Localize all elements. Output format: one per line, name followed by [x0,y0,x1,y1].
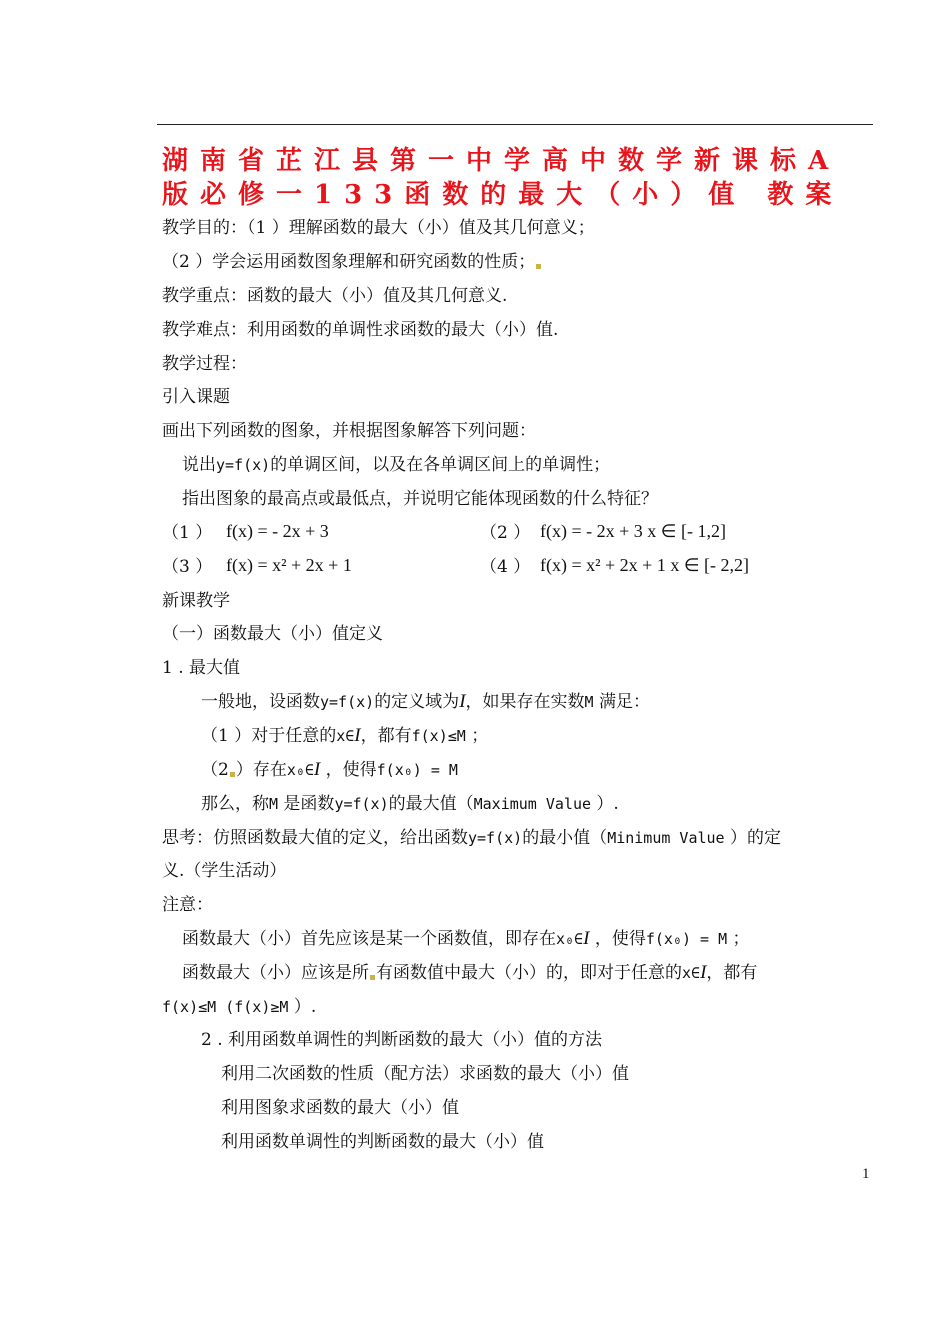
note-1 [182,928,750,950]
formula-1-label: （1 ） [162,523,213,543]
con-g: ）. [591,794,619,814]
key-points: 教学重点：函数的最大（小）值及其几何意义. [162,286,508,306]
method-3: 利用函数单调性的判断函数的最大（小）值 [221,1132,544,1152]
c2-c: x₀∈ [286,761,314,779]
n2-a: 函数最大（小）应该是所 [182,963,369,983]
intro-topic: 引入课题 [162,387,230,407]
thinking-line [162,827,781,849]
n2-c: x∈ [682,964,701,982]
draw-functions: 画出下列函数的图象，并根据图象解答下列问题： [162,421,536,441]
c1-d: ，都有 [360,726,412,746]
con-a: 那么，称 [201,794,269,814]
yellow-mark-icon [230,772,235,777]
conclusion-line [201,793,619,815]
formula-3: f(x) = x² + 2x + 1 [226,555,352,575]
yellow-mark-icon [370,975,375,980]
def-func: y=f(x) [320,693,375,711]
c1-e: f(x)≤M [411,727,466,745]
c2-b: ）存在 [235,760,287,780]
con-max: Maximum Value [473,795,592,813]
q1-c: 的单调区间，以及在各单调区间上的单调性； [270,455,611,475]
new-lesson: 新课教学 [162,591,230,611]
doc-title-line-1: 湖南省芷江县第一中学高中数学新课标A [162,146,841,176]
question-1 [182,454,610,476]
con-e: 的最大值（ [388,794,474,814]
method-heading: 2 . 利用函数单调性的判断函数的最大（小）值的方法 [201,1030,603,1050]
formula-2: f(x) = - 2x + 3 x ∈ [- 1,2] [540,521,726,541]
notes-heading: 注意： [162,895,213,915]
con-func: y=f(x) [334,795,389,813]
think-c: 的最小值（ [522,828,608,848]
question-2: 指出图象的最高点或最低点，并说明它能体现函数的什么特征？ [182,489,658,509]
con-c: 是函数 [278,794,335,814]
teaching-process: 教学过程： [162,354,247,374]
condition-1 [201,725,488,747]
def-c: 的定义域为 [374,692,460,712]
yellow-mark-icon [536,264,541,269]
thinking-line-2: 义.（学生活动） [162,861,287,881]
def-a: 一般地，设函数 [201,692,320,712]
n2-domain: I [700,962,707,983]
n1-d: ，使得 [589,929,646,949]
c1-domain: I [354,725,361,746]
condition-2 [201,759,458,781]
formula-4-label: （4 ） [480,557,531,577]
formula-3-label: （3 ） [162,557,213,577]
c2-a: （2 [201,760,229,780]
n1-domain: I [583,928,590,949]
definition-line [201,691,650,713]
method-2: 利用图象求函数的最大（小）值 [221,1098,459,1118]
formula-4: f(x) = x² + 2x + 1 x ∈ [- 2,2] [540,555,749,575]
doc-title-line-2: 版必修一133函数的最大（小）值 教案 [162,180,844,210]
formula-1: f(x) = - 2x + 3 [226,521,329,541]
def-domain: I [459,691,466,712]
c2-e: ，使得 [320,760,377,780]
con-m: M [269,795,279,813]
think-func: y=f(x) [468,829,523,847]
n2-ineq: f(x)≤M (f(x)≥M [162,998,289,1016]
n1-a: 函数最大（小）首先应该是某一个函数值，即存在 [182,929,556,949]
teaching-goal-2 [162,251,542,273]
method-1: 利用二次函数的性质（配方法）求函数的最大（小）值 [221,1064,629,1084]
q1-a: 说出 [182,455,216,475]
teaching-goal-1: 教学目的：（1 ）理解函数的最大（小）值及其几何意义； [162,218,595,238]
think-min: Minimum Value [607,829,725,847]
n2-e: ，都有 [706,963,758,983]
teaching-goal-2-text: （2 ）学会运用函数图象理解和研究函数的性质； [162,252,536,272]
c2-domain: I [313,759,321,780]
c2-f: f(x₀) = M [376,761,458,779]
section-definition: （一）函数最大（小）值定义 [162,624,383,644]
n1-b: x₀∈ [556,930,584,948]
think-a: 思考：仿照函数最大值的定义，给出函数 [162,828,468,848]
n1-e: f(x₀) = M [645,930,728,948]
note-2-cont [162,996,316,1018]
header-rule [157,124,873,125]
difficult-points: 教学难点：利用函数的单调性求函数的最大（小）值. [162,320,559,340]
page-number: 1 [862,1166,870,1182]
n2-end: ）. [288,997,317,1017]
c1-b: x∈ [336,727,355,745]
n1-f: ； [727,929,750,949]
def-e: ，如果存在实数 [465,692,585,712]
def-m: M [584,693,594,711]
c1-f: ； [465,726,489,746]
max-value-heading: 1 . 最大值 [162,658,241,678]
note-2 [182,962,757,984]
formula-2-label: （2 ） [480,523,531,543]
think-e: ）的定 [724,828,781,848]
n2-b: 有函数值中最大（小）的，即对于任意的 [376,963,682,983]
c1-a: （1 ）对于任意的 [201,726,337,746]
q1-func: y=f(x) [216,456,271,474]
def-g: 满足： [593,692,650,712]
